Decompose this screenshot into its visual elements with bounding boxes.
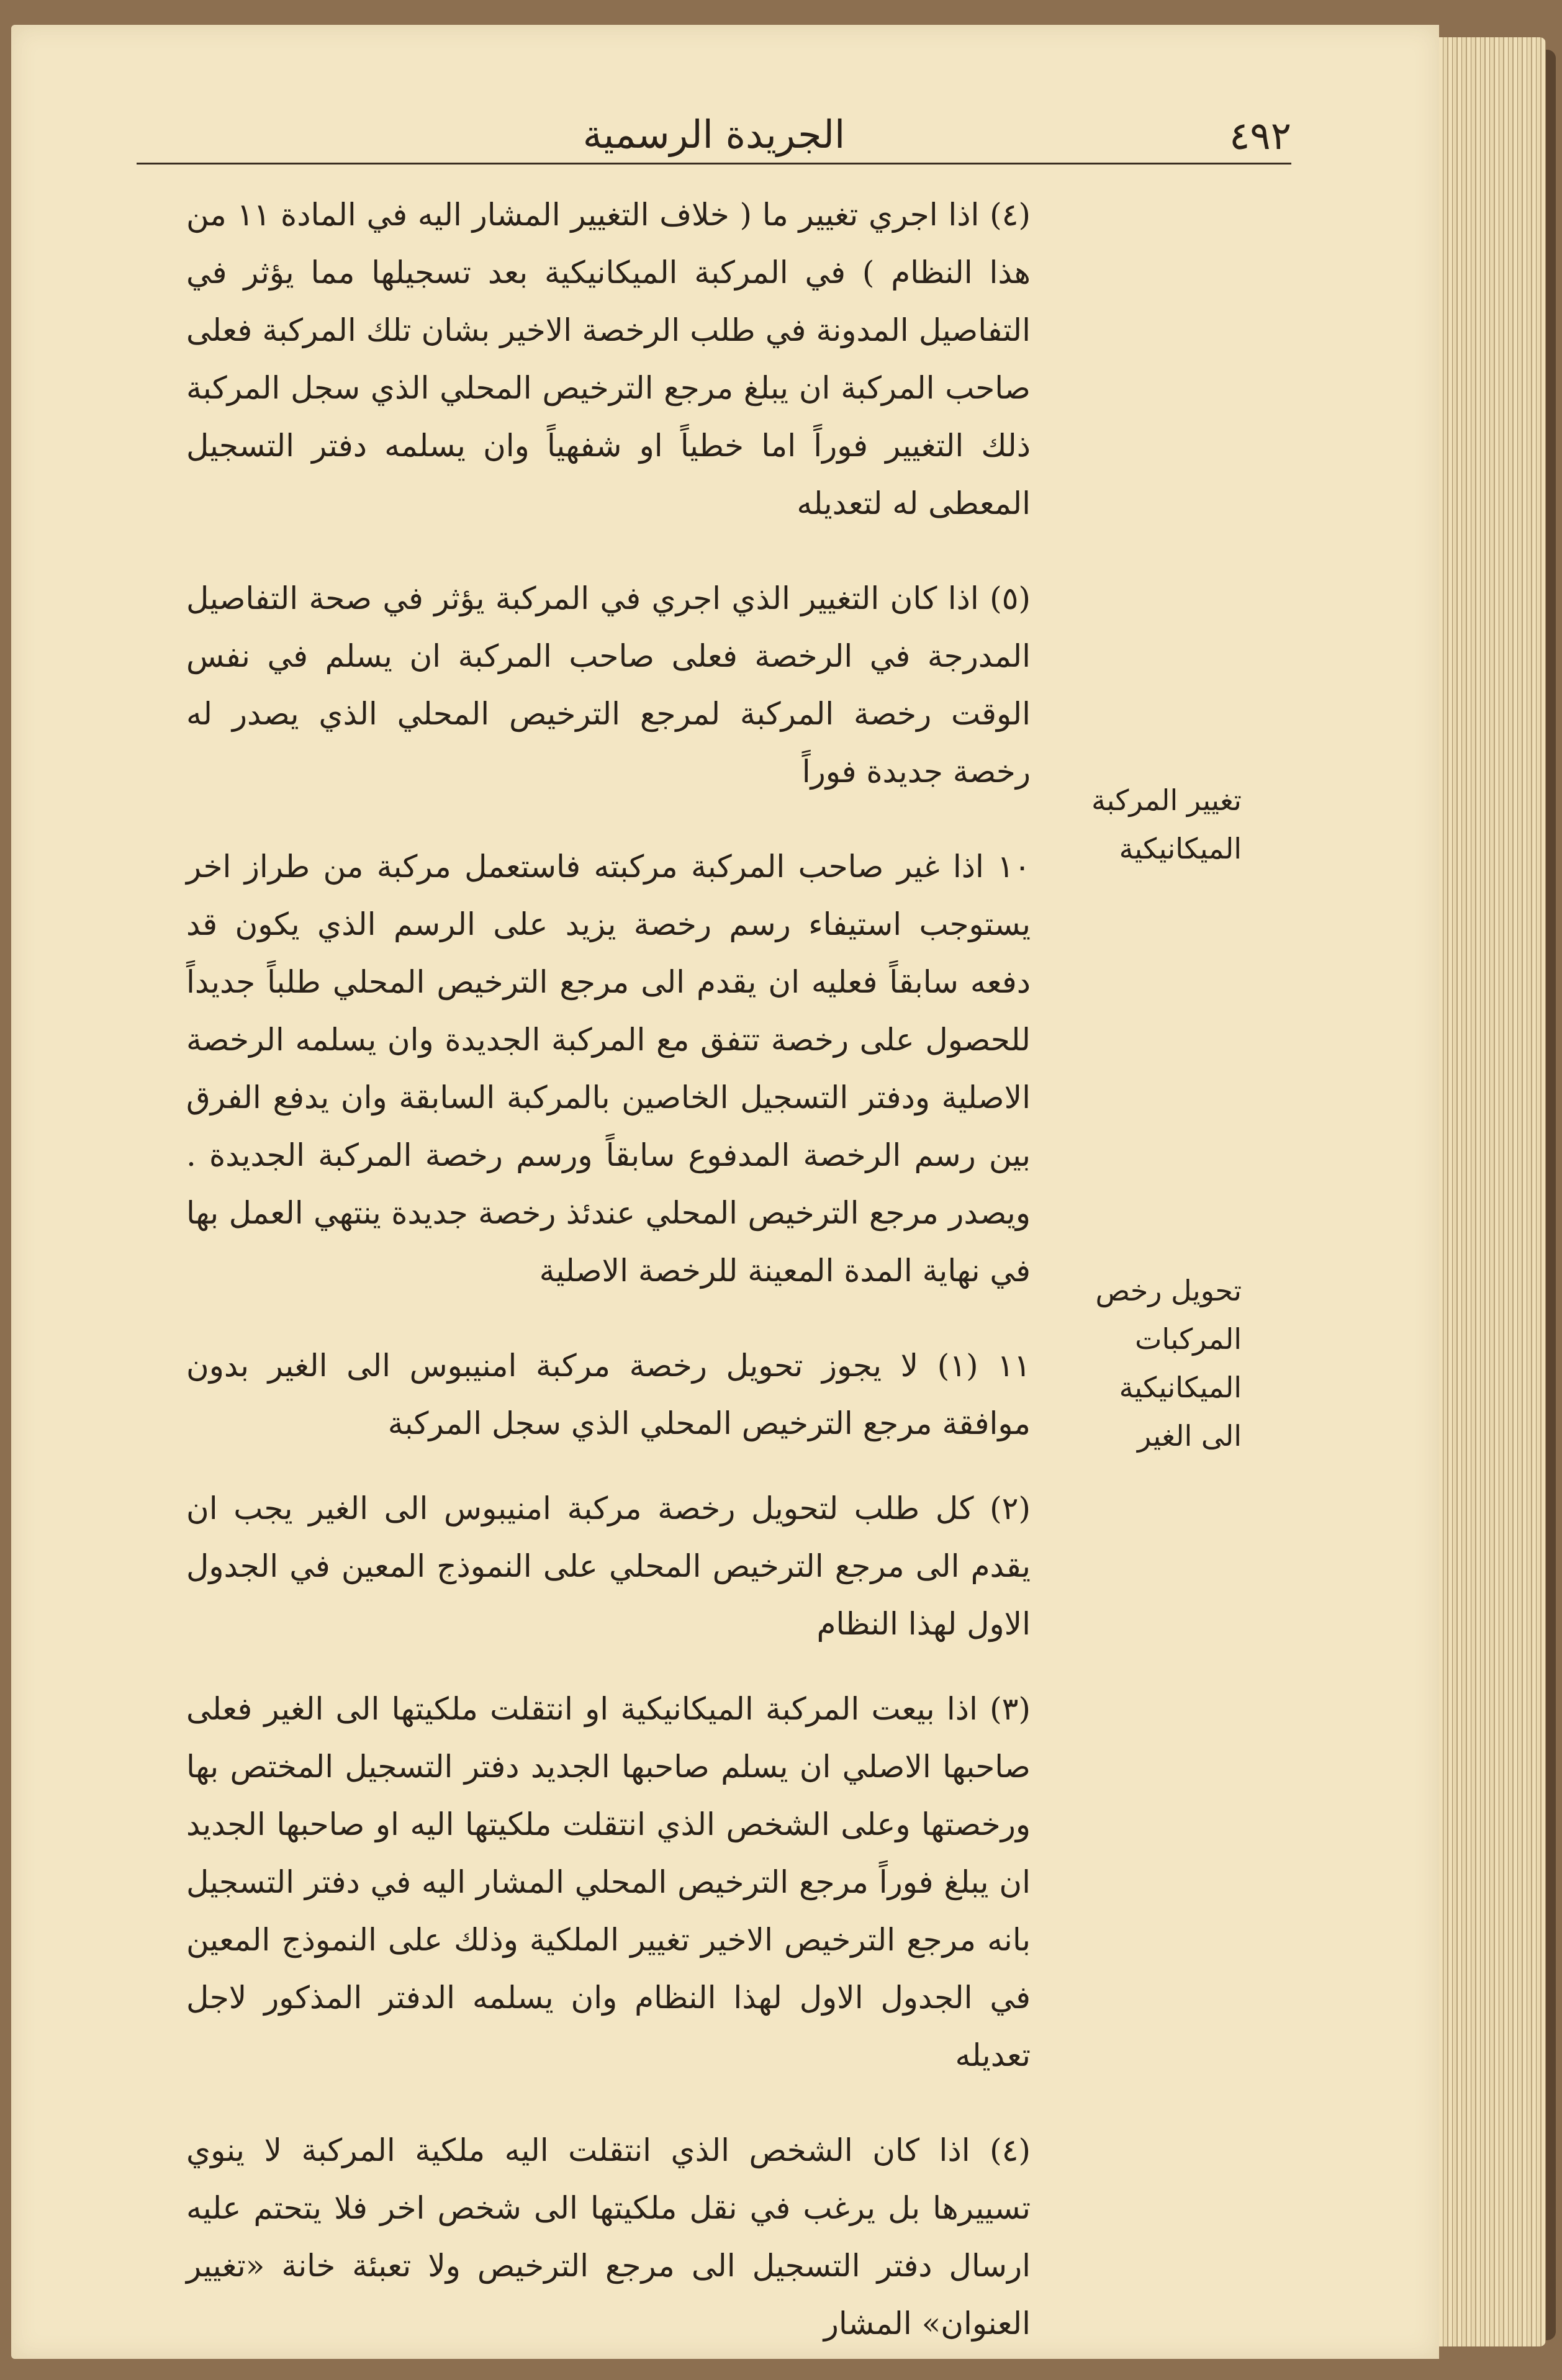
margin-note-line: تغيير المركبة: [1091, 783, 1242, 817]
paragraph-art10: ١٠ اذا غير صاحب المركبة مركبته فاستعمل مركبة من طراز اخر يستوجب استيفاء رسم رخصة يزيد على الرسم الذي يكون قد دفعه سابقاً فعليه ان يقدم الى مرجع الترخيص المحلي طلباً جديداً للحصول على رخصة تتفق مع المركبة الجديدة وان يسلمه الرخصة الاصلية ودفتر التسجيل الخاصين بالمركبة السابقة وان يدفع الفرق بين رسم الرخصة المدفوع سابقاً ورسم رخصة المركبة الجديدة . ويصدر مرجع الترخيص المحلي عندئذ رخصة جديدة ينتهي العمل بها في نهاية المدة المعينة للرخصة الاصلية: [186, 849, 1031, 1289]
main-text-column: [186, 186, 1031, 2380]
margin-note-line: الميكانيكية: [1119, 832, 1242, 865]
paragraph-art11-2: (٢) كل طلب لتحويل رخصة مركبة امنيبوس الى الغير يجب ان يقدم الى مرجع الترخيص المحلي على النموذج المعين في الجدول الاول لهذا النظام: [186, 1490, 1031, 1642]
header-rule: [137, 163, 1291, 165]
margin-note-line: المركبات الميكانيكية: [1119, 1322, 1242, 1404]
margin-note-license-transfer: [1055, 1266, 1242, 1460]
paragraph-art9-4: (٤) اذا اجري تغيير ما ( خلاف التغيير المشار اليه في المادة ١١ من هذا النظام ) في المركبة الميكانيكية بعد تسجيلها مما يؤثر في التفاصيل المدونة في طلب الرخصة الاخير بشان تلك المركبة فعلى صاحب المركبة ان يبلغ مرجع الترخيص المحلي الذي سجل المركبة ذلك التغيير فوراً اما خطياً او شفهياً وان يسلمه دفتر التسجيل المعطى له لتعديله: [186, 197, 1031, 521]
paragraph-art11-4: (٤) اذا كان الشخص الذي انتقلت اليه ملكية المركبة لا ينوي تسييرها بل يرغب في نقل ملكيتها الى شخص اخر فلا يتحتم عليه ارسال دفتر التسجيل الى مرجع الترخيص ولا تعبئة خانة «تغيير العنوان» المشار: [186, 2132, 1031, 2342]
margin-note-vehicle-change: [1055, 776, 1242, 873]
margin-note-line: الى الغير: [1137, 1419, 1242, 1453]
page-header: [137, 99, 1291, 168]
paragraph-art11-3: (٣) اذا بيعت المركبة الميكانيكية او انتقلت ملكيتها الى الغير فعلى صاحبها الاصلي ان يسلم صاحبها الجديد دفتر التسجيل المختص بها ورخصتها وعلى الشخص الذي انتقلت ملكيتها اليه او صاحبها الجديد ان يبلغ فوراً مرجع الترخيص المحلي المشار اليه في دفتر التسجيل بانه مرجع الترخيص الاخير تغيير الملكية وذلك على النموذج المعين في الجدول الاول لهذا النظام وان يسلمه الدفتر المذكور لاجل تعديله: [186, 1691, 1031, 2073]
paragraph-art11-1: ١١ (١) لا يجوز تحويل رخصة مركبة امنيبوس الى الغير بدون موافقة مرجع الترخيص المحلي الذي سجل المركبة: [186, 1348, 1031, 1441]
paragraph-art9-5: (٥) اذا كان التغيير الذي اجري في المركبة يؤثر في صحة التفاصيل المدرجة في الرخصة فعلى صاحب المركبة ان يسلم في نفس الوقت رخصة المركبة لمرجع الترخيص المحلي الذي يصدر له رخصة جديدة فوراً: [186, 580, 1031, 790]
gazette-title: الجريدة الرسمية: [582, 112, 846, 157]
page-number: ٤٩٢: [1229, 113, 1291, 158]
margin-note-line: تحويل رخص: [1095, 1274, 1242, 1307]
